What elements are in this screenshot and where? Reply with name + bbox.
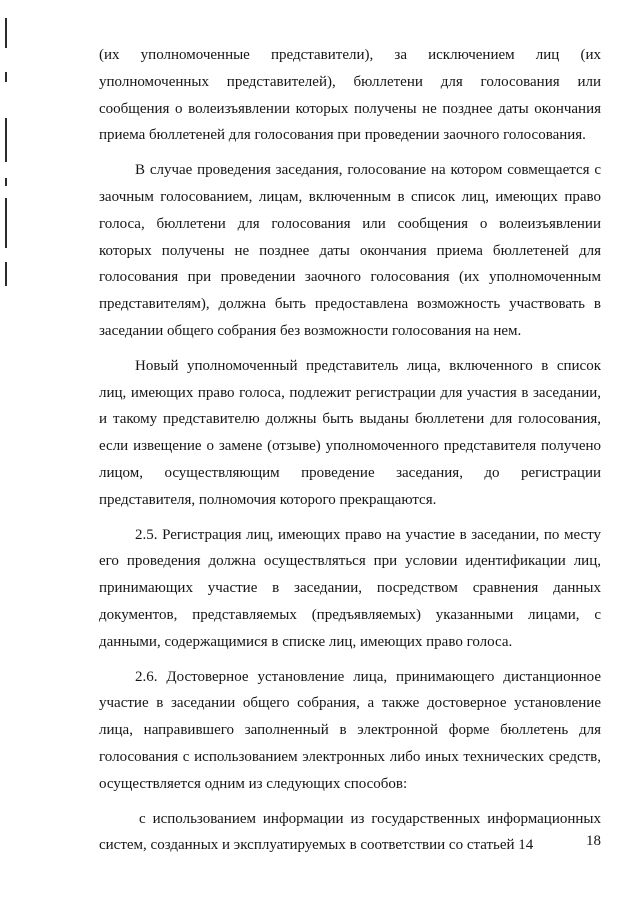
scan-edge-mark	[5, 72, 7, 82]
paragraph-continuation: (их уполномоченные представители), за исключением лиц (их уполномоченных представителей), бюллетени для голосования или сообщения о волеизъявлении которых получены не позднее даты окончания приема бюллетеней для голосования при проведении заочного голосования.	[99, 47, 601, 144]
list-item-state-systems: с использованием информации из государственных информационных систем, созданных и эксплуатируемых в соответствии со статьей 14	[99, 810, 601, 854]
scan-edge-mark	[5, 178, 7, 186]
scan-edge-mark	[5, 198, 7, 248]
paragraph-combined-meeting: В случае проведения заседания, голосование на котором совмещается с заочным голосованием, лицам, включенным в список лиц, имеющих право голоса, бюллетени для голосования или сообщения о волеизъявлении которых получены не позднее даты окончания приема бюллетеней для голосования при проведении заочного голосования (их уполномоченным представителям), должна быть предоставлена возможность участвовать в заседании общего собрания без возможности голосования на нем.	[99, 162, 601, 339]
scan-edge-mark	[5, 262, 7, 286]
page-number: 18	[586, 833, 601, 849]
scan-edge-mark	[5, 18, 7, 48]
scan-edge-mark	[5, 118, 7, 162]
paragraph-2-5-registration: 2.5. Регистрация лиц, имеющих право на участие в заседании, по месту его проведения должна осуществляться при условии идентификации лиц, принимающих участие в заседании, посредством сравнения данных документов, представляемых (предъявляемых) указанными лицами, с данными, содержащимися в списке лиц, имеющих право голоса.	[99, 526, 601, 650]
document-body	[99, 42, 601, 859]
paragraph-new-representative: Новый уполномоченный представитель лица, включенного в список лиц, имеющих право голоса, подлежит регистрации для участия в заседании, и такому представителю должны быть выданы бюллетени для голосования, если извещение о замене (отзыве) уполномоченного представителя получено лицом, осуществляющим проведение заседания, до регистрации представителя, полномочия которого прекращаются.	[99, 357, 601, 508]
paragraph-2-6-identification: 2.6. Достоверное установление лица, принимающего дистанционное участие в заседании общего собрания, а также достоверное установление лица, направившего заполненный в электронной форме бюллетень для голосования с использованием электронных либо иных технических средств, осуществляется одним из следующих способов:	[99, 668, 601, 792]
